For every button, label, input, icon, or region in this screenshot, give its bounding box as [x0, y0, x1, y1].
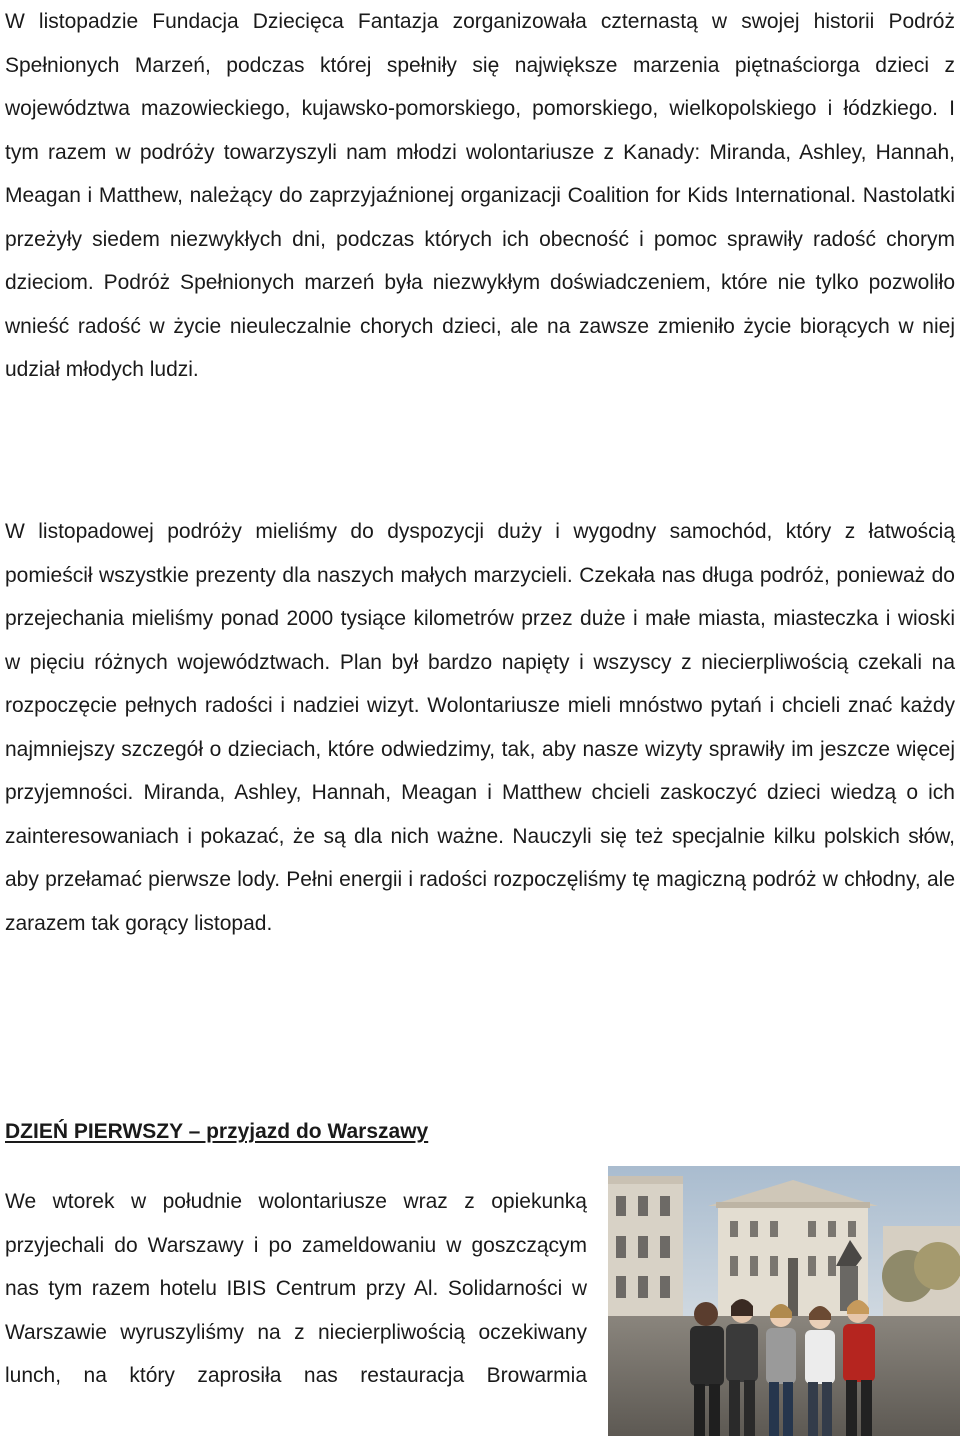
travel-paragraph: W listopadowej podróży mieliśmy do dyspozycji duży i wygodny samochód, który z łatwością pomieścił wszystkie prezenty dla naszych małych marzycieli. Czekała nas długa podróż, ponieważ do przejechania mieliśmy ponad 2000 tysiące kilometrów przez duże i małe miasta, miasteczka i wioski w pięciu różnych województwach. Plan był bardzo napięty i wszyscy z niecierpliwością czekali na rozpoczęcie pełnych radości i nadziei wizyt. Wolontariusze mieli mnóstwo pytań i chcieli znać każdy najmniejszy szczegół o dzieciach, które odwiedzimy, tak, aby nasze wizyty sprawiły im jeszcze więcej przyjemności. Miranda, Ashley, Hannah, Meagan i Matthew chcieli zaskoczyć dzieci wiedzą o ich zainteresowaniach i pokazać, że są dla nich ważne. Nauczyli się też specjalnie kilku polskich słów, aby przełamać pierwsze lody. Pełni energii i radości rozpoczęliśmy tę magiczną podróż w chłodny, ale zarazem tak gorący listopad.	[5, 520, 955, 935]
day-one-paragraph: We wtorek w południe wolontariusze wraz z opiekunką przyjechali do Warszawy i po zameldowaniu w goszczącym nas tym razem hotelu IBIS Centrum przy Al. Solidarności w Warszawie wyruszyliśmy na z niecierpliwością oczekiwany lunch, na który zaprosiła nas restauracja Browarmia	[5, 1190, 587, 1387]
photo-left-building	[608, 1176, 683, 1316]
photo-tree	[914, 1242, 960, 1290]
intro-paragraph: W listopadzie Fundacja Dziecięca Fantazja zorganizowała czternastą w swojej historii Podróż Spełnionych Marzeń, podczas której spełniły się największe marzenia piętnaściorga dzieci z województwa mazowieckiego, kujawsko-pomorskiego, pomorskiego, wielkopolskiego i łódzkiego. I tym razem w podróży towarzyszyli nam młodzi wolontariusze z Kanady: Miranda, Ashley, Hannah, Meagan i Matthew, należący do zaprzyjaźnionej organizacji Coalition for Kids International. Nastolatki przeżyły siedem niezwykłych dni, podczas których ich obecność i pomoc sprawiły radość chorym dzieciom. Podróż Spełnionych marzeń była niezwykłym doświadczeniem, które nie tylko pozwoliło wnieść radość w życie nieuleczalnie chorych dzieci, ale na zawsze zmieniło życie biorących w niej udział młodych ludzi.	[5, 10, 955, 381]
group-photo	[608, 1166, 960, 1436]
section-heading: DZIEŃ PIERWSZY – przyjazd do Warszawy	[5, 1120, 429, 1143]
